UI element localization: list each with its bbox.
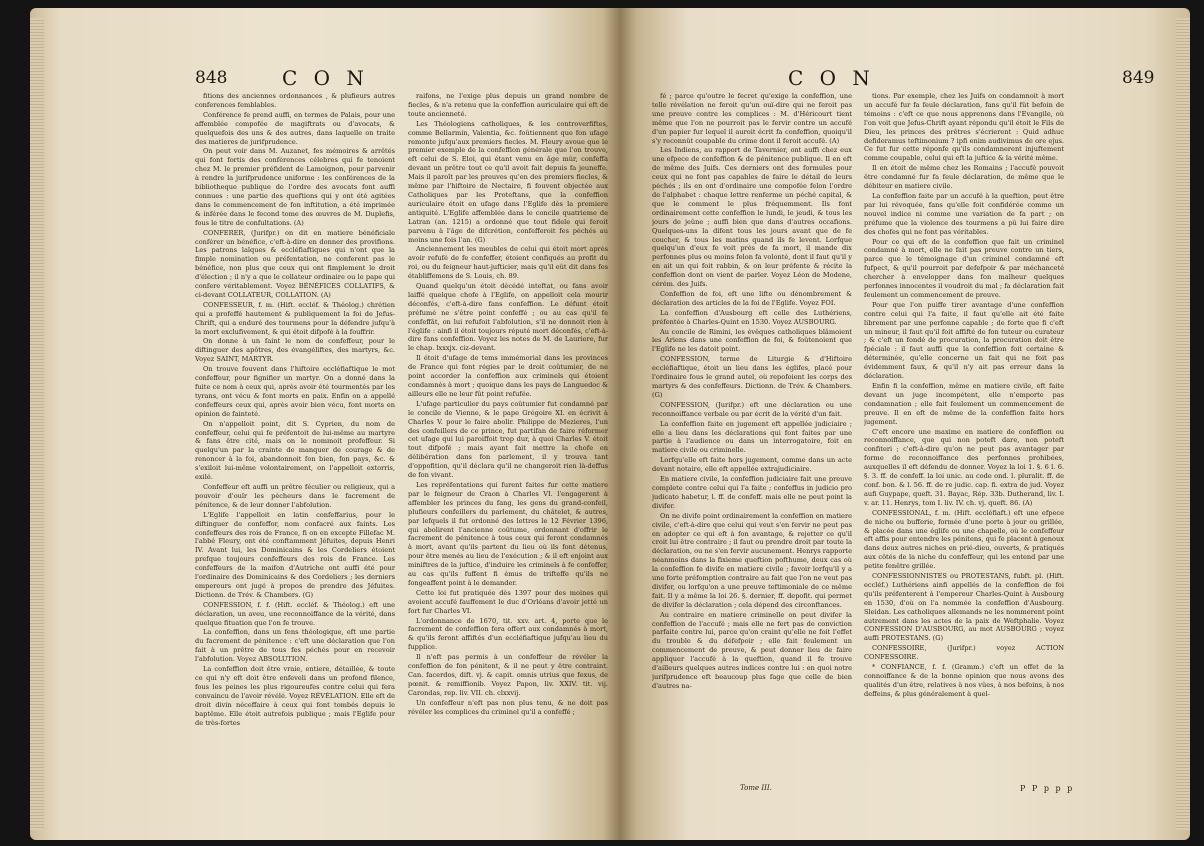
paragraph: Il n'eft pas permis à un confeffeur de révéler la confeffion de fon pénitent, & il ne peut y être contraint. Can. facerdos, dift. vj. & capit. omnis utrius que fexus, de pœnit. & remiffionib. Voyez Papon, liv. XXIV. tit. vij. Carondas, rep. liv. VII. ch. clxxvij. (408, 653, 608, 697)
paragraph: Pour que l'on puiffe tirer avantage d'une confeffion contre celui qui l'a faite, il faut qu'elle ait été faite librement par une perfonne capable ; de forte que fi c'eft un mineur, il faut qu'il foit affifté de fon tuteur ou curateur ; & c'eft un fondé de procuration, la procuration doit être fpéciale : il faut auffi que la confeffion foit certaine & déterminée, qu'elle concerne un fait qui ne foit pas évidemment faux, & qu'il n'y ait pas erreur dans la déclaration. (864, 300, 1064, 381)
paragraph: Confeffeur eft auffi un prêtre féculier ou religieux, qui a pouvoir d'ouïr les pécheurs dans le facrement de pénitence, & de leur donner l'abfolution. (195, 482, 395, 509)
paragraph: Un confeffeur n'eft pas non plus tenu, & ne doit pas révéler les complices du criminel qu'il a confeffé ; (408, 698, 608, 716)
left-page-column-2 (408, 92, 608, 782)
paragraph: La confeffion d'Ausbourg eft celle des Luthériens, préfentée à Charles-Quint en 1530. Voyez AUSBOURG. (652, 308, 852, 326)
paragraph: CONFESSION, (Jurifpr.) eft une déclaration ou une reconnoiffance verbale ou par écrit de la vérité d'un fait. (652, 400, 852, 418)
right-page-column-2 (864, 92, 1064, 782)
paragraph: C'eft encore une maxime en matiere de confeffion ou reconnoiffance, que qui non poteft dare, non poteft confiteri ; c'eft-à-dire qu'on ne peut pas avantager par forme de reconnoiffance des perfonnes prohibées, auxquelles il eft défendu de donner. Voyez la loi 1. §. 6 l. 6. §. 3. ff. de confeff. la loi unic. au code ond. l. pluralit. ff. de conf. bon. & l. 56. ff. de re judic. cap. fi. extra de jud. Voyez aufi Guypape, queft. 31. Bayac, Rép. 33b. Dutherand, liv. I. v. ar. 11. Henrys, tom I. liv. IV. ch. vj. queft. 86. (A) (864, 427, 1064, 507)
paragraph: Les Indiens, au rapport de Tavernier, ont auffi chez eux une efpece de confeffion & de pénitence publique. Il en eft de même des Juifs. Ces derniers ont des formules pour ceux qui ne font pas capables de faire le détail de leurs péchés ; ils en ont d'ordinaire une compofée felon l'ordre de l'alphabet : chaque lettre renferme un péché capital, & que le comment le plus fréquemment. Ils font ordinairement cette confeffion le lundi, le jeudi, & tous les jours de jeûne ; auffi bien que dans d'autres occafions. Quelques-uns la difent tous les jours avant que de fe coucher, & tous les matins quand ils fe levent. Lorfque quelqu'un d'eux fe voit près de fa mort, il mande dix perfonnes plus ou moins felon fa volonté, dont il faut qu'il y en ait un qui foit rabbin, & on leur préfente & récite la confeffion dont on vient de parler. Voyez Léon de Modene, cérém. des Juifs. (652, 146, 852, 289)
running-header-right: C O N (788, 66, 875, 90)
paragraph: Les Théologiens catholiques, & les controverfiftes, comme Bellarmin, Valentia, &c. foûtiennent que fon ufage remonte jufqu'aux premiers fiecles. M. Fleury avoue que le premier exemple de la confeffion générale que l'on trouve, eft celui de S. Eloi, qui étant venu en âge mûr, confeffa devant un prêtre tout ce qu'il avoit fait depuis fa jeuneffe. Mais il paroît par les preuves qu'en des premiers fiecles, & même par l'hiftoire de Nectaire, fi fouvent objectée aux Catholiques par les Proteftans, que la confeffion auriculaire étoit en ufage dans l'Eglife dès la premiere antiquité. L'Eglife affemblée dans le concile quatrieme de Latran (an. 1215) a ordonné que tout fidele qui feroit parvenu à l'âge de difcrétion, confefferoit fes péchés au moins une fois l'an. (G) (408, 119, 608, 244)
paragraph: On n'appelloit point, dit S. Cyprien, du nom de confeffeur, celui qui fe préfentoit de lui-même au martyre & fans être cité, mais on le nommoit profeffeur. Si quelqu'un par la crainte de manquer de courage & de renoncer à la foi, abandonnoit fon bien, fon pays, &c. & s'exiloit lui-même volontairement, on l'appelloit extorris, exilé. (195, 419, 395, 482)
paragraph: Les repréfentations qui furent faites fur cette matiere par le feigneur de Craon à Charles VI. l'engagerent à affembler les princes du fang, les gens du grand-confeil, plufieurs confeillers du parlement, du châtelet, & autres, par lefquels il fut ordonné des lettres le 12 Février 1396, qui abolirent l'ancienne coûtume, ordonnant d'offrir le facrement de pénitence à tous ceux qui feront condamnés à mort, avant qu'ils partent du lieu où ils font détenus, pour être menés au lieu de l'exécution ; & il eft enjoint aux miniftres de la juftice, d'induire les criminels à fe confeffer, au cas qu'ils fuffent fi émus de trifteffe qu'ils ne fongeaffent point à le demander. (408, 480, 608, 587)
paragraph: Lorfqu'elle eft faite hors jugement, comme dans un acte devant notaire, elle eft appellée extrajudiciaire. (652, 456, 852, 474)
paragraph: Pour ce qui eft de la confeffion que fait un criminel condamné à mort, elle ne fait pas preuve contre un tiers, parce que le témoignage d'un criminel condamné eft fufpect, & qu'il pourroit par defefpoir & par méchanceté chercher à envelopper dans fon malheur quelques perfonnes innocentes il voudroit du mal ; fa déclaration fait feulement un commencement de preuve. (864, 237, 1064, 299)
signature-mark: P P p p p (1020, 784, 1075, 793)
paragraph: On trouve fouvent dans l'hiftoire eccléfiaftique le mot confeffeur, pour fignifier un martyr. On a donné dans la fuite ce nom à ceux qui, après avoir été tourmentés par les tyrans, ont vécu & font morts en paix. Enfin on a appellé confeffeurs ceux qui, après avoir bien vécu, font morts en opinion de fainteté. (195, 365, 395, 418)
paragraph: La confeffion doit être vraie, entiere, détaillée, & toute ce qui n'y eft doit être enfeveli dans un profond filence, fous les peines les plus rigoureufes contre celui qui fera convaincu de l'avoir révélé. Voyez RÉVÉLATION. Elle eft de droit divin néceffaire à ceux qui font tombés depuis le baptême. Elle étoit autrefois publique ; mais l'Eglife pour de très-fortes (195, 665, 395, 727)
paragraph: En matiere civile, la confeffion judiciaire fait une preuve complete contre celui qui l'a faite ; confeffus in judicio pro judicato habetur, l. ff. de confeff. mais elle ne peut point la divifer. (652, 475, 852, 510)
paragraph: Quand quelqu'un étoit décédé inteftat, ou fans avoir laiffé quelque chofe à l'Eglife, on appelloit cela mourir déconfés, c'eft-à-dire fans confeffion. Le défunt étoit préfumé ne s'être point confeffé ; ou au cas qu'il fe confeffât, on lui refufoit l'abfolution, s'il ne donnoit rien à l'églife : ainfi il étoit toujours réputé mort déconfés, c'eft-à-dire fans confeffion. Voyez les notes de M. de Lauriere, fur le chap. lxxxjx. ciz-devant. (408, 282, 608, 353)
paragraph: On donne à un faint le nom de confeffeur, pour le diftinguer des apôtres, des évangéliftes, des martyrs, &c. Voyez SAINT, MARTYR. (195, 337, 395, 364)
paragraph: CONFESSIONAL, f. m. (Hift. eccléfiaft.) eft une efpece de niche ou bufferie, formée d'une porte à jour ou grillée, & placée dans une églife ou une chapelle, où le confeffeur eft affis pour entendre les pénitens, qui fe placent à genoux dans deux autres niches en prié-dieu, ouverts, & pratiqués aux côtés de la niche du confeffeur, qui les entend par une petite fenêtre grillée. (864, 508, 1064, 571)
paragraph: CONFESSEUR, f. m. (Hift. eccléf. & Théolog.) chrétien qui a profeffé hautement & publiquement la foi de Jefus-Chrift, qui a enduré des tourmens pour la défendre jufqu'à la mort exclufivement, & qui étoit difpofé à la fouffrir. (195, 300, 395, 336)
paragraph: fitions des anciennes ordonnances , & plufieurs autres conferences femblables. (195, 92, 395, 109)
right-page-column-1 (652, 92, 852, 782)
paragraph: L'ordonnance de 1670, tit. xxv. art. 4, porte que le facrement de confeffion fera offert aux condamnés à mort, & qu'ils feront affiftés d'un eccléfiaftique jufqu'au lieu du fupplice. (408, 616, 608, 652)
left-page-column-1 (195, 92, 395, 782)
paragraph: Au concile de Rimini, les évêques catholiques blâmoient les Ariens dans une confeffion de foi, & foûtenoient que l'Eglife ne les datoit point. (652, 327, 852, 354)
paragraph: La confeffion, dans un fens théologique, eft une partie du facrement de pénitence : c'eft une déclaration que l'on fait à un prêtre de tous fes péchés pour en recevoir l'abfolution. Voyez ABSOLUTION. (195, 628, 395, 664)
paragraph: L'ufage particulier du pays coûtumier fut condamné par le concile de Vienne, & le pape Grégoire XI. en écrivit à Charles V. pour le faire abolir. Philippe de Mezieres, l'un des confeillers de ce prince, fut partifan de faire réformer cet ufage qui lui paroiffoit trop dur, à quoi Charles V. étoit tout difpofé ; mais ayant fait mettre la chofe en délibération dans fon parlement, il y trouva tant d'oppofition, qu'il déclara qu'il ne changeroit rien là-deffus de fon vivant. (408, 399, 608, 480)
paragraph: Enfin fi la confeffion, même en matiere civile, eft faite devant un juge incompétent, elle n'emporte pas condamnation ; elle fait feulement un commencement de preuve. Il en eft de même de la confeffion faite hors jugement. (864, 382, 1064, 426)
running-header-left: C O N (282, 66, 369, 90)
right-page (620, 8, 1190, 840)
paragraph: tions. Par exemple, chez les Juifs on condamnoit à mort un accufé fur fa feule déclaration, fans qu'il fût befoin de témoins : c'eft ce que nous apprenons dans l'Evangile, où l'on voit que Jefus-Chrift ayant répondu qu'il étoit le Fils de Dieu, les princes des prêtres s'écrierent : Quid adhuc defideramus teftimonium ? ipfi enim audivimus de ore ejus. Ce fut fur cette réponfe qu'ils condamnerent injuftement comme coupable, celui qui eft la juftice & la vérité même. (864, 92, 1064, 163)
left-page (30, 8, 620, 840)
paragraph: On ne divife point ordinairement la confeffion en matiere civile, c'eft-à-dire que celui qui veut s'en fervir ne peut pas en adopter ce qui eft à fon avantage, & rejetter ce qu'il croit lui être contraire ; il faut ou prendre droit par toute la déclaration, ou ne s'en fervir aucunement. Henrys rapporte néanmoins dans la fixieme queftion pofthume, deux cas où la confeffion fe divife en matiere civile ; favoir lorfqu'il y a une forte préfomption contraire au fait que l'on ne veut pas divifer, ou lorfqu'on a une preuve teftimoniale de ce même fait. Il y a même la loi 26. §. dernier, ff. depofit. qui permet de divifer la déclaration ; cela dépend des circonftances. (652, 511, 852, 609)
paragraph: Au contraire en matiere criminelle on peut divifer la confeffion de l'accufé ; mais elle ne fert pas de conviction parfaite contre lui, parce qu'on craint qu'elle ne foit l'effet du trouble & du défefpoir ; elle fait feulement un commencement de preuve, & peut donner lieu de faire appliquer l'accufé à la queftion, quand il fe trouve d'ailleurs quelques autres indices contre lui : en quoi notre jurifprudence eft beaucoup plus fage que celle de bien d'autres na- (652, 610, 852, 690)
paragraph: L'Eglife l'appelloit en latin confeffarius, pour le diftinguer de confeffor, nom confacré aux faints. Les confeffeurs des rois de France, fi on en excepte Fillefac M. l'abbé Fleury, ont été conftamment Jéfuites, depuis Henri IV. Avant lui, les Dominicains & les Cordeliers étoient prefque toujours confeffeurs des rois de France. Les confeffeurs de la maifon d'Autriche ont auffi été pour l'ordinaire des Dominicains & des Cordeliers ; les derniers empereurs ont jugé à propos de prendre des Jéfuites. Dictionn. de Trév. & Chambers. (G) (195, 510, 395, 599)
paragraph: On peut voir dans M. Auzanet, fes mémoires & arrêtés qui font fortis des conférences célebres qui fe tenoient chez M. le premier préfident de Lamoignon, pour parvenir à rendre la jurifprudence uniforme : les conférences de la bibliotheque publique de l'ordre des avocats font auffi connues : une partie des queftions qui y ont été agitées dans le commencement de fon inftitution, a été imprimée & inférée dans le fecond tome des œuvres de M. Duplefis, fous le titre de confultations. (A) (195, 147, 395, 227)
paragraph: Il en étoit de même chez les Romains ; l'accufé pouvoit être condamné fur fa feule déclaration, de même que le débiteur en matiere civile. (864, 164, 1064, 191)
paragraph: CONFESSION, f. f. (Hift. eccléf. & Théolog.) eft une déclaration, un aveu, une reconnoiffance de la vérité, dans quelque fituation que l'on fe trouve. (195, 600, 395, 627)
paragraph: CONFESSION, terme de Liturgie & d'Hiftoire eccléfiaftique, étoit un lieu dans les églifes, placé pour l'ordinaire fous le grand autel, où repofoient les corps des martyrs & des confeffeurs. Dictionn. de Trév. & Chambers. (G) (652, 355, 852, 399)
paragraph: Conférence fe prend auffi, en termes de Palais, pour une affemblée compofée de magiftrats ou d'avocats, & quelquefois des uns & des autres, dans laquelle on traite des matieres de jurifprudence. (195, 110, 395, 146)
paragraph: CONFESSOIRE, (Jurifpr.) voyez ACTION CONFESSOIRE. (864, 644, 1064, 662)
paragraph: Confeffion de foi, eft une lifte ou dénombrement & déclaration des articles de la foi de l'Eglife. Voyez FOI. (652, 289, 852, 307)
paragraph: La confeffion faite par un accufé à la queftion, peut être par lui révoquée, fans qu'elle foit confidérée comme un nouvel indice ni comme une variation de fa part ; on préfume que la violence des tourmens a pû lui faire dire des chofes qui ne font pas véritables. (864, 191, 1064, 236)
paragraph: La confeffion faite en jugement eft appellée judiciaire ; elle a lieu dans les déclarations qui font faites par une partie à l'audience ou dans un interrogatoire, foit en matiere civile ou criminelle. (652, 419, 852, 455)
paragraph: CONFERER, (Jurifpr.) on dit en matiere bénéficiale conférer un bénéfice, c'eft-à-dire en donner des provifions. Les patrons laïques & eccléfiaftiques qui n'ont que la fimple nomination ou préfentation, ne conferent pas le bénéfice, non plus que ceux qui ont fimplement le droit d'élection ; il n'y a que le collateur ordinaire ou le pape qui confere véritablement. Voyez BÉNÉFICES COLLATIFS, & ci-devant COLLATEUR, COLLATION. (A) (195, 228, 395, 299)
paragraph: Cette loi fut pratiquée dès 1397 pour des moines qui avoient accufé fauffement le duc d'Orléans d'avoir jetté un fort fur Charles VI. (408, 588, 608, 615)
page-number-left: 848 (195, 68, 228, 88)
paragraph: Il étoit d'ufage de tems immémorial dans les provinces de France qui font régies par le droit coûtumier, de ne point accorder la confeffion aux criminels qui étoient condamnés à mort ; quoique dans les pays de Languedoc & ailleurs elle ne leur fût point refufée. (408, 354, 608, 398)
paragraph: fé ; parce qu'outre le fecret qu'exige la confeffion, une telle révélation ne feroit qu'un ouï-dire qui ne feroit pas une preuve contre les complices : M. d'Héricourt tient même que l'on ne pourroit pas le fervir contre un accufé d'un papier fur lequel il auroit écrit fa confeffion, quoiqu'il s'y reconnût coupable du crime dont il feroit accufé. (A) (652, 92, 852, 145)
page-number-right: 849 (1122, 68, 1155, 88)
paragraph: Anciennement les meubles de celui qui étoit mort après avoir refufé de fe confeffer, étoient confiqués au profit du roi, ou du feigneur haut-jufticier, mais qu'il eût dit dans fes établiffemens de S. Louis, ch. 89. (408, 245, 608, 281)
page-edge-left (30, 18, 44, 830)
page-edge-right (1176, 18, 1190, 830)
book-spread (30, 8, 1190, 840)
paragraph: raifons, ne l'exige plus depuis un grand nombre de fiecles, & n'a retenu que la confeffion auriculaire qui eft de toute ancienneté. (408, 92, 608, 118)
volume-footer: Tome III. (740, 784, 772, 792)
paragraph: CONFESSIONNISTES ou PROTESTANS, fubft. pl. (Hift. eccléf.) Luthériens ainfi appellés de la confeffion de foi qu'ils préfenterent à l'empereur Charles-Quint à Ausbourg en 1530, d'où on l'a nommée la confeffion d'Ausbourg. Sleidan. Les catholiques allemands ne les nommerent point autrement dans les actes de la paix de Weftphalie. Voyez CONFESSION D'AUSBOURG, au mot AUSBOURG ; voyez auffi PROTESTANS. (G) (864, 572, 1064, 643)
paragraph: * CONFIANCE, f. f. (Gramm.) c'eft un effet de la connoiffance & de la bonne opinion que nous avons des qualités d'un être, relatives à nos vûes, à nos befoins, à nos deffeins, & plus généralement à quel- (864, 663, 1064, 698)
